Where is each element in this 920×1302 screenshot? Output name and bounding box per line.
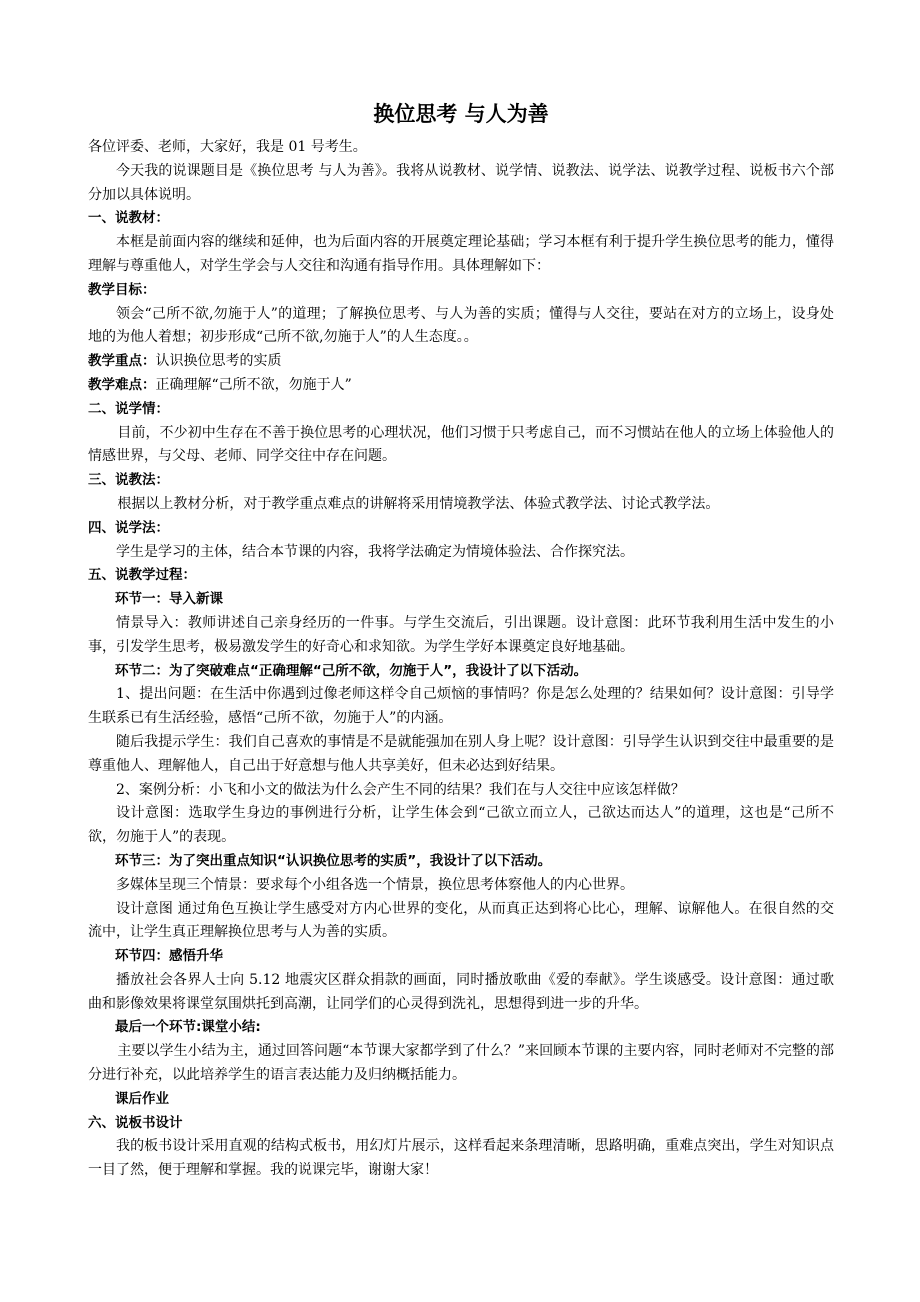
teaching-difficulty-text: 正确理解“己所不欲，勿施于人” (155, 376, 352, 393)
section-4-paragraph: 学生是学习的主体，结合本节课的内容，我将学法确定为情境体验法、合作探究法。 (116, 543, 634, 560)
teaching-difficulty (88, 374, 834, 398)
step-1-text: 情景导入：教师讲述自己亲身经历的一件事。与学生交流后，引出课题。设计意图：此环节我利用生活中发生的小事，引发学生思考，极易激发学生的好奇心和求知欲。为学生学好本课奠定良好地基础。 (88, 614, 834, 655)
teaching-goal-heading: 教学目标： (88, 281, 156, 298)
teaching-key-label: 教学重点： (88, 353, 156, 370)
step-4-heading: 环节四：感悟升华 (115, 948, 223, 965)
last-step-text: 主要以学生小结为主，通过回答问题“本节课大家都学到了什么？”来回顾本节课的主要内容，同时老师对不完整的部分进行补充，以此培养学生的语言表达能力及归纳概括能力。 (88, 1043, 834, 1084)
homework-heading: 课后作业 (115, 1090, 169, 1107)
step-3-paragraph-1: 多媒体呈现三个情景：要求每个小组各选一个情景，换位思考体察他人的内心世界。 (116, 876, 634, 893)
section-3-paragraph: 根据以上教材分析，对于教学重点难点的讲解将采用情境教学法、体验式教学法、讨论式教学法。 (117, 495, 720, 512)
document-page (88, 96, 834, 1183)
step-2-paragraph-4: 设计意图：选取学生身边的事例进行分析，让学生体会到“己欲立而立人，己欲达而达人”的道理，这也是“己所不欲，勿施于人”的表现。 (88, 805, 834, 846)
document-title: 换位思考 与人为善 (373, 101, 549, 126)
section-4-heading: 四、说学法： (88, 519, 169, 536)
step-2-paragraph-1: 1、提出问题：在生活中你遇到过像老师这样令自己烦恼的事情吗？你是怎么处理的？结果如何？设计意图：引导学生联系已有生活经验，感悟“己所不欲，勿施于人”的内涵。 (88, 686, 834, 727)
section-3-heading: 三、说教法： (88, 472, 169, 489)
step-1-heading: 环节一：导入新课 (115, 591, 223, 608)
step-2-paragraph-2: 随后我提示学生：我们自己喜欢的事情是不是就能强加在别人身上呢？设计意图：引导学生认识到交往中最重要的是尊重他人、理解他人，自己出于好意想与他人共享美好，但未必达到好结果。 (88, 733, 834, 774)
step-3-heading: 环节三：为了突出重点知识“认识换位思考的实质”，我设计了以下活动。 (115, 852, 552, 869)
last-step-heading: 最后一个环节:课堂小结: (115, 1019, 261, 1036)
section-5-heading: 五、说教学过程： (88, 567, 196, 584)
section-2-heading: 二、说学情： (88, 400, 169, 417)
teaching-key-point (88, 350, 834, 374)
section-6-paragraph: 我的板书设计采用直观的结构式板书，用幻灯片展示，这样看起来条理清晰，思路明确，重难点突出，学生对知识点一目了然，便于理解和掌握。我的说课完毕，谢谢大家！ (88, 1138, 834, 1179)
step-4-text: 播放社会各界人士向 5.12 地震灾区群众捐款的画面，同时播放歌曲《爱的奉献》。学生谈感受。设计意图：通过歌曲和影像效果将课堂氛围烘托到高潮，让同学们的心灵得到洗礼，思想得到进一步的升华。 (88, 971, 834, 1012)
step-2-heading: 环节二：为了突破难点“正确理解“己所不欲，勿施于人”，我设计了以下活动。 (115, 662, 588, 679)
teaching-difficulty-label: 教学难点： (88, 376, 156, 393)
teaching-key-text: 认识换位思考的实质 (155, 353, 282, 370)
intro-paragraph: 今天我的说课题目是《换位思考 与人为善》。我将从说教材、说学情、说教法、说学法、说教学过程、说板书六个部分加以具体说明。 (88, 162, 834, 203)
section-1-paragraph: 本框是前面内容的继续和延伸，也为后面内容的开展奠定理论基础；学习本框有利于提升学生换位思考的能力，懂得理解与尊重他人，对学生学会与人交往和沟通有指导作用。具体理解如下： (88, 234, 834, 274)
section-2-paragraph: 目前，不少初中生存在不善于换位思考的心理状况，他们习惯于只考虑自己，而不习惯站在他人的立场上体验他人的情感世界，与父母、老师、同学交往中存在问题。 (88, 424, 834, 465)
step-3-paragraph-2: 设计意图 通过角色互换让学生感受对方内心世界的变化，从而真正达到将心比心，理解、谅解他人。在很自然的交流中，让学生真正理解换位思考与人为善的实质。 (88, 900, 834, 941)
section-1-heading: 一、说教材： (88, 210, 169, 227)
step-2-paragraph-3: 2、案例分析：小飞和小文的做法为什么会产生不同的结果？我们在与人交往中应该怎样做？ (116, 781, 685, 798)
greeting: 各位评委、老师，大家好，我是 01 号考生。 (88, 139, 367, 155)
teaching-goal-text: 领会“己所不欲,勿施于人”的道理；了解换位思考、与人为善的实质；懂得与人交往，要站在对方的立场上，设身处地的为他人着想；初步形成“己所不欲,勿施于人”的人生态度。。 (88, 305, 834, 346)
section-6-heading: 六、说板书设计 (88, 1114, 183, 1131)
